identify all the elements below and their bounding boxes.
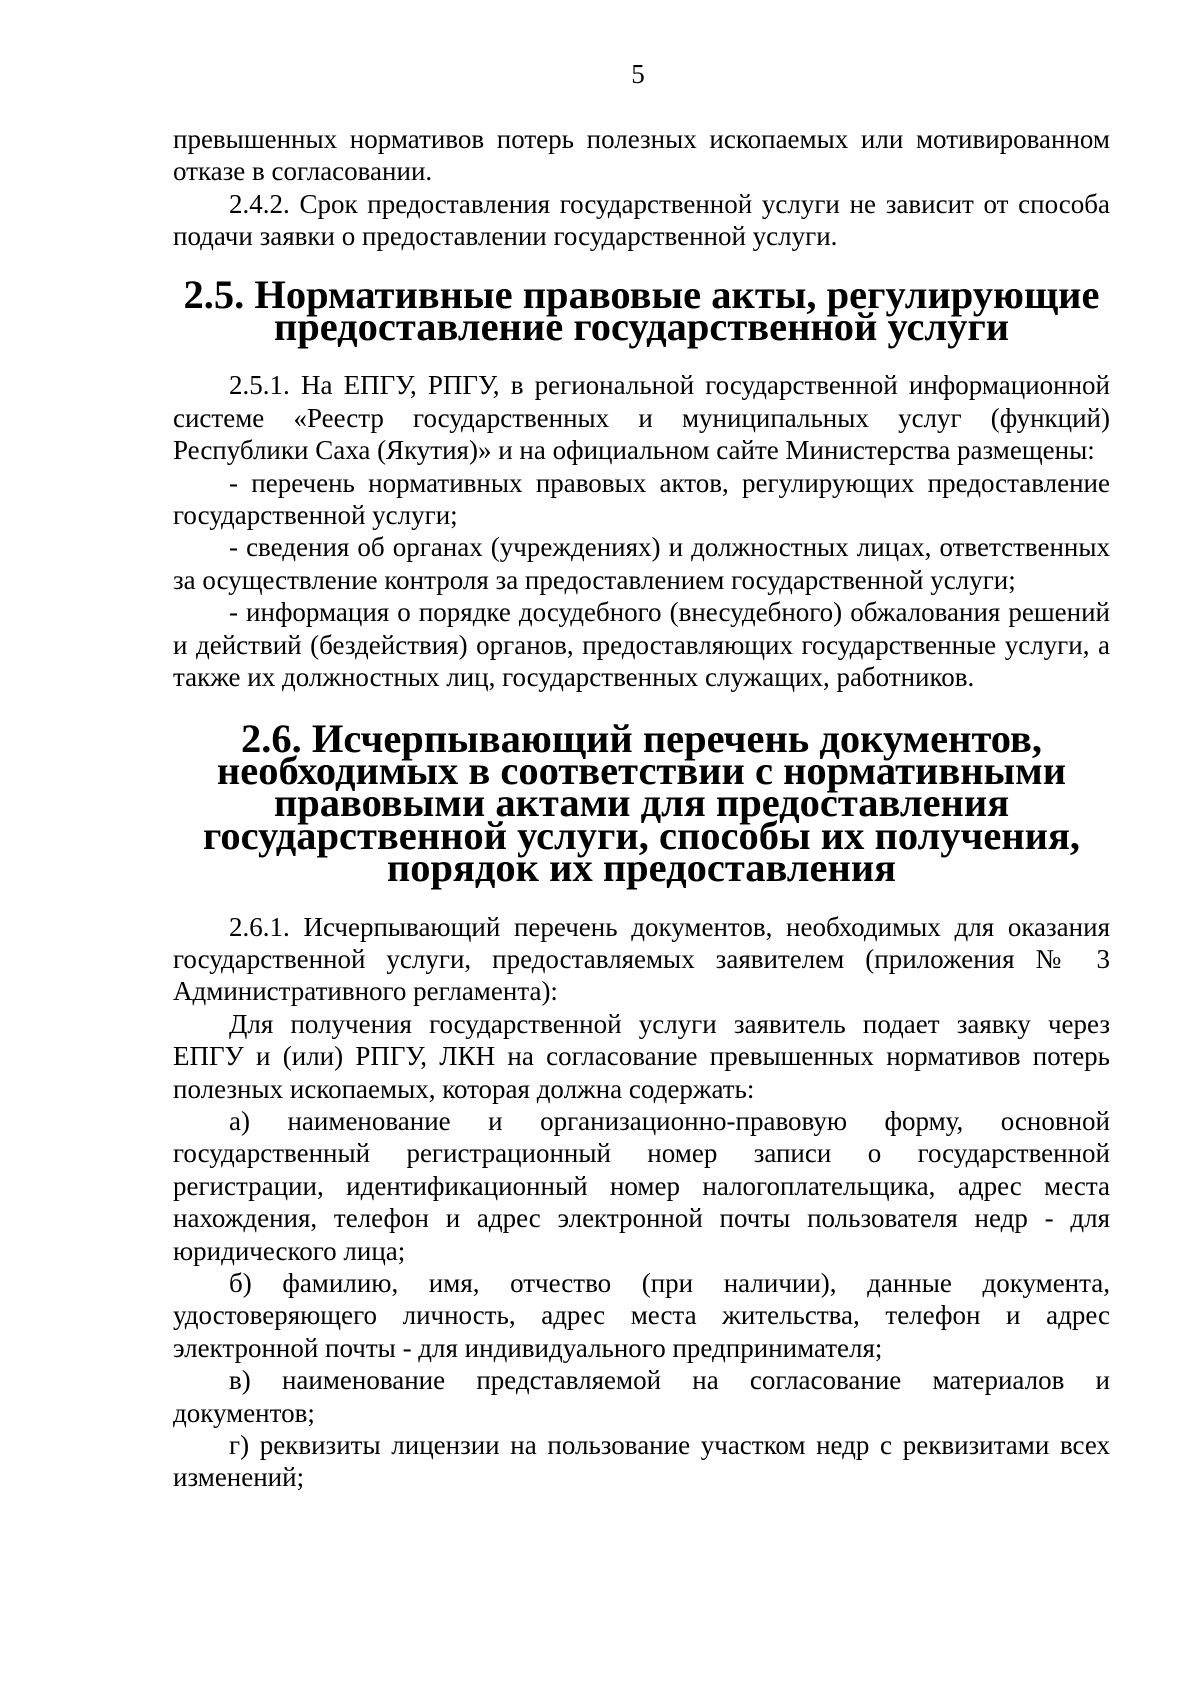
paragraph: превышенных нормативов потерь полезных ископаемых или мотивированном отказе в согласовании. <box>173 124 1110 187</box>
paragraph: г) реквизиты лицензии на пользование участком недр с реквизитами всех изменений; <box>173 1430 1110 1493</box>
paragraph: 2.4.2. Срок предоставления государственной услуги не зависит от способа подачи заявки о предоставлении государственной услуги. <box>173 188 1110 252</box>
paragraph: а) наименование и организационно-правовую форму, основной государственный регистрационный номер записи о государственной регистрации, идентификационный номер налогоплательщика, адрес места нахождения, телефон и адрес электронной почты пользователя недр - для юридического лица; <box>173 1105 1110 1266</box>
paragraph: в) наименование представляемой на согласование материалов и документов; <box>173 1365 1110 1428</box>
document-body <box>173 123 1110 1494</box>
paragraph: - перечень нормативных правовых актов, регулирующих предоставление государственной услуги; <box>173 467 1110 531</box>
paragraph: 2.5.1. На ЕПГУ, РПГУ, в региональной государственной информационной системе «Реестр государственных и муниципальных услуг (функций) Республики Саха (Якутия)» и на официальном сайте Министерства размещены: <box>173 370 1110 466</box>
page-number: 5 <box>631 59 645 89</box>
section-heading: 2.5. Нормативные правовые акты, регулирующие предоставление государственной услуги <box>183 271 1100 350</box>
paragraph: б) фамилию, имя, отчество (при наличии), данные документа, удостоверяющего личность, адрес места жительства, телефон и адрес электронной почты - для индивидуального предпринимателя; <box>173 1268 1110 1363</box>
paragraph: 2.6.1. Исчерпывающий перечень документов, необходимых для оказания государственной услуги, предоставляемых заявителем (приложения № 3 Административного регламента): <box>173 911 1110 1007</box>
paragraph: - информация о порядке досудебного (внесудебного) обжалования решений и действий (бездействия) органов, предоставляющих государственные услуги, а также их должностных лиц, государственных служащих, работников. <box>173 597 1110 693</box>
section-heading: 2.6. Исчерпывающий перечень документов, необходимых в соответствии с нормативными правовыми актами для предоставления государственной услуги, способы их получения, порядок их предоставления <box>202 715 1081 891</box>
paragraph: - сведения об органах (учреждениях) и должностных лицах, ответственных за осуществление контроля за предоставлением государственной услуги; <box>173 532 1110 595</box>
paragraph: Для получения государственной услуги заявитель подает заявку через ЕПГУ и (или) РПГУ, ЛКН на согласование превышенных нормативов потерь полезных ископаемых, которая должна содержать: <box>173 1008 1110 1104</box>
